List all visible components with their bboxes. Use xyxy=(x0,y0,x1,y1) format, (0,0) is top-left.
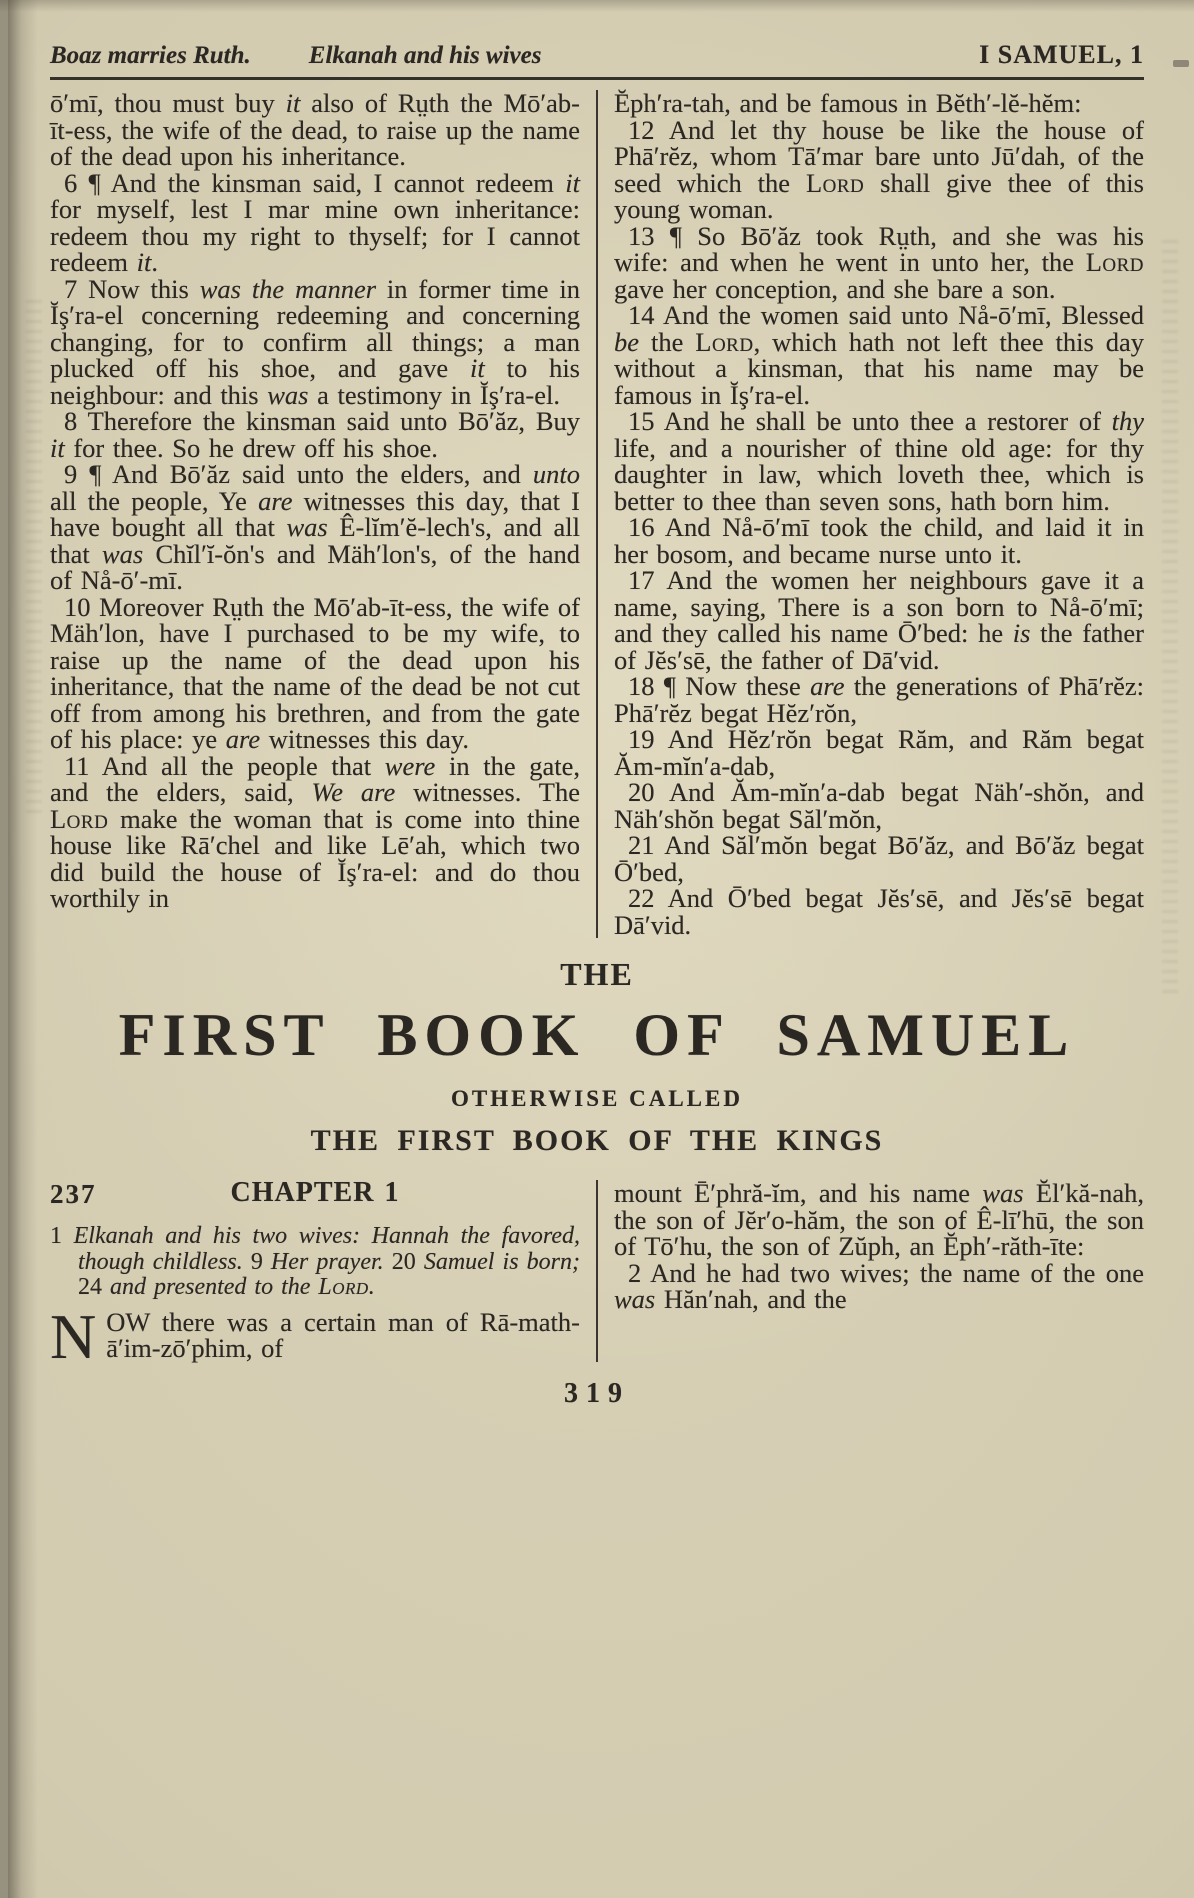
book-title-block xyxy=(50,956,1144,1158)
title-alternate-name: THE FIRST BOOK OF THE KINGS xyxy=(310,1124,884,1157)
drop-cap: N xyxy=(50,1300,97,1372)
chapter-summary: 1 Elkanah and his two wives: Hannah the favored, though childless. 9 Her prayer. 20 Samuel is born; 24 and presented to the Lord. xyxy=(50,1223,580,1300)
verse: 19 And Hĕz′rŏn begat Răm, and Răm begat Ăm-mĭn′a-dab, xyxy=(614,724,1144,781)
ruth-text-columns xyxy=(50,90,1144,938)
verse: 9 ¶ And Bō′ăz said unto the elders, and unto all the people, Ye are witnesses this day, that I have bought all that was Ê-lĭm′ĕ-lech's, and all that was Chĭl′ĭ-ŏn's and Mäh′lon's, of the hand of Nå-ō′-mī. xyxy=(50,459,581,595)
chapter1-left-column xyxy=(50,1177,598,1372)
header-rule xyxy=(50,77,1144,80)
chapter1-columns xyxy=(50,1177,1144,1372)
verse: 21 And Săl′mŏn begat Bō′ăz, and Bō′ăz begat Ō′bed, xyxy=(614,830,1144,887)
verse: 18 ¶ Now these are the generations of Phā′rĕz: Phā′rĕz begat Hĕz′rŏn, xyxy=(614,671,1144,728)
section-number: 237 xyxy=(50,1179,97,1209)
chapter1-right-column xyxy=(598,1180,1144,1362)
running-head-left xyxy=(50,42,979,70)
chapter-heading-row xyxy=(50,1177,580,1216)
verse: Ĕph′ra-tah, and be famous in Bĕth′-lĕ-hĕm: xyxy=(614,88,1082,118)
running-head-book-reference: I SAMUEL, 1 xyxy=(979,40,1144,69)
verse: 13 ¶ So Bō′ăz took Rṳth, and she was his wife: and when he went in unto her, the Lord gave her conception, and she bare a son. xyxy=(614,220,1144,304)
chapter1-left-text xyxy=(50,1300,580,1372)
verse: 10 Moreover Rṳth the Mō′ab-īt-ess, the wife of Mäh′lon, have I purchased to be my wife, to raise up the name of the dead upon his inheritance, that the name of the dead be not cut off from among his brethren, and from the gate of his place: ye are witnesses this day. xyxy=(50,591,580,754)
verse: 14 And the women said unto Nå-ō′mī, Blessed be the Lord, which hath not left thee this day without a kinsman, that his name may be famous in Ĭş′ra-el. xyxy=(614,300,1145,410)
running-head-phrase-2: Elkanah and his wives xyxy=(308,42,542,69)
title-the: THE xyxy=(560,956,634,992)
verse: 20 And Ăm-mĭn′a-dab begat Näh′-shŏn, and Näh′shŏn begat Săl′mŏn, xyxy=(614,777,1144,834)
verse: 12 And let thy house be like the house of Phā′rĕz, whom Tā′mar bare unto Jū′dah, of the seed which the Lord shall give thee of this young woman. xyxy=(614,114,1144,224)
verse: 22 And Ō′bed begat Jĕs′sē, and Jĕs′sē begat Dā′vid. xyxy=(614,883,1144,940)
verse: 16 And Nå-ō′mī took the child, and laid it in her bosom, and became nurse unto it. xyxy=(614,512,1144,569)
chapter-heading: CHAPTER 1 xyxy=(230,1177,400,1208)
verse: 17 And the women her neighbours gave it a name, saying, There is a son born to Nå-ō′mī; and they called his name Ō′bed: he is the father of Jĕs′sē, the father of Dā′vid. xyxy=(614,565,1145,675)
verse: NOW there was a certain man of Rā-math-ā′im-zō′phim, of xyxy=(50,1300,580,1372)
verse: 2 And he had two wives; the name of the one was Hăn′nah, and the xyxy=(614,1257,1144,1314)
verse: 6 ¶ And the kinsman said, I cannot redeem it for myself, lest I mar mine own inheritance: redeem thou my right to thyself; for I cannot redeem it. xyxy=(50,167,580,277)
verse: 11 And all the people that were in the gate, and the elders, said, We are witnesses. The Lord make the woman that is come into thine house like Rā′chel and like Lē′ah, which two did build the house of Ĭş′ra-el: and do thou worthily in xyxy=(50,750,580,913)
book-title: FIRST BOOK OF SAMUEL xyxy=(118,1002,1076,1068)
page-number: 319 xyxy=(564,1377,630,1409)
running-header xyxy=(50,40,1144,70)
running-head-phrase-1: Boaz marries Ruth. xyxy=(50,42,251,69)
ruth-left-column xyxy=(50,90,598,938)
verse: 7 Now this was the manner in former time in Ĭş′ra-el concerning redeeming and concerning changing, for to confirm all things; a man plucked off his shoe, and gave it to his neighbour: and this was a testimony in Ĭş′ra-el. xyxy=(50,273,580,410)
ruth-right-column xyxy=(598,90,1144,938)
verse: 15 And he shall be unto thee a restorer of thy life, and a nourisher of thine old age: for thy daughter in law, which loveth thee, which is better to thee than seven sons, hath born him. xyxy=(614,406,1144,516)
title-otherwise-called: OTHERWISE CALLED xyxy=(451,1086,743,1111)
verse: 8 Therefore the kinsman said unto Bō′ăz, Buy it for thee. So he drew off his shoe. xyxy=(50,406,580,463)
verse: ō′mī, thou must buy it also of Rṳth the Mō′ab-īt-ess, the wife of the dead, to raise up the name of the dead upon his inheritance. xyxy=(50,88,580,171)
verse: mount Ē′phră-ĭm, and his name was Ĕl′kă-nah, the son of Jĕr′o-hăm, the son of Ê-lī′hū, the son of Tō′hu, the son of Zŭph, an Ĕph′-răth-īte: xyxy=(614,1178,1144,1261)
